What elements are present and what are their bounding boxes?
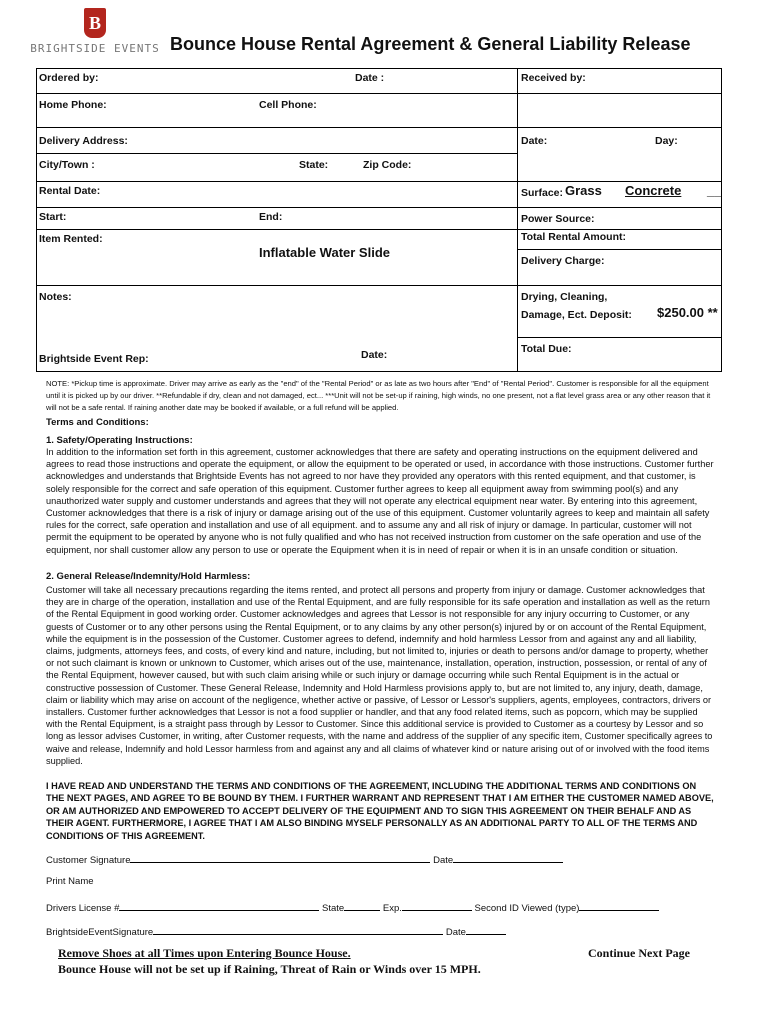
delivery-address-label: Delivery Address: <box>39 135 128 147</box>
received-by-label: Received by: <box>521 72 586 84</box>
terms-heading: Terms and Conditions: <box>46 417 149 428</box>
delivery-date-label: Date: <box>521 135 548 147</box>
item-rented-label: Item Rented: <box>39 233 103 245</box>
state-label: State: <box>299 159 329 171</box>
surface-blank: __ <box>707 183 722 198</box>
drying-label-line2: Damage, Ect. Deposit: <box>521 309 632 321</box>
city-town-label: City/Town : <box>39 159 95 171</box>
section1-body: In addition to the information set forth in this agreement, customer acknowledges that there are safety and operating instructions on the equipment delivered and agrees to read those instructions and operate the equipment, or allow the equipment to be operated or used, in accordance with those instructions. Customer further acknowledges and understands that Brightside Events has not agreed to nor have they provided any operators with this rented equipment, and that customer, is solely responsible for the correct and safe operation of this equipment. Customer further agrees to keep all equipment away from swimming pool(s) and any unauthorized water supply and customer understands and agrees that they will not operate any electrical equipment near water. By entering into this agreement, Customer acknowledges that there is a risk of injury or damage arising out of the use of this equipment. Customer voluntarily agrees to keep and maintain all safety rules for the correct, safe operation and installation and use of all equipment. and to assume any and all risk of injury or damage. In particular, customer will not permit the equipment to be operated by anyone who is not fully qualified and who has not received instruction from customer on the safe operation and use of the equipment, nor shall customer allow any person to use or operate the Equipment when it is in need of repair or when it is in an unsafe condition or situation. <box>46 447 714 555</box>
section1-heading: 1. Safety/Operating Instructions: <box>46 435 193 446</box>
deposit-value: $250.00 ** <box>657 305 718 320</box>
footer-weather-notice: Bounce House will not be set up if Raining, Threat of Rain or Winds over 15 MPH. <box>58 962 481 976</box>
surface-concrete: Concrete <box>625 183 682 198</box>
print-name-row: Print Name <box>46 876 94 887</box>
acknowledgement-text: I HAVE READ AND UNDERSTAND THE TERMS AND CONDITIONS OF THE AGREEMENT, INCLUDING THE ADDITIONAL TERMS AND CONDITIONS ON THE NEXT PAGES, AND AGREE TO BE BOUND BY THEM. I FURTHER WARRANT AND REPRESENT THAT I AM EITHER THE CUSTOMER NAMED ABOVE, OR AM AUTHORIZED AND EMPOWERED TO ACCEPT DELIVERY OF THE EQUIPMENT AND TO SIGN THIS AGREEMENT ON THEIR BEHALF AND AS THEIR AGENT. FURTHERMORE, I AGREE THAT I AM ALSO BINDING MYSELF PERSONALLY AS AN ADDITIONAL PARTY TO ALL OF THE TERMS AND CONDITIONS OF THIS AGREEMENT. <box>46 781 714 841</box>
zip-code-label: Zip Code: <box>363 159 412 171</box>
ordered-by-label: Ordered by: <box>39 72 99 84</box>
total-due-label: Total Due: <box>521 343 572 355</box>
surface-label: Surface: <box>521 187 564 199</box>
customer-signature-row: Customer Signature Date <box>46 852 563 866</box>
home-phone-label: Home Phone: <box>39 99 107 111</box>
date-label: Date : <box>355 72 385 84</box>
rental-date-label: Rental Date: <box>39 185 101 197</box>
start-label: Start: <box>39 211 67 223</box>
rep-date-label: Date: <box>361 349 388 361</box>
drying-label-line1: Drying, Cleaning, <box>521 291 608 303</box>
brand-logo <box>30 8 160 60</box>
rep-label: Brightside Event Rep: <box>39 353 149 365</box>
continue-next-page: Continue Next Page <box>588 946 690 960</box>
total-rental-amount-label: Total Rental Amount: <box>521 231 626 243</box>
drivers-license-row: Drivers License # State Exp. Second ID Viewed (type) <box>46 900 659 914</box>
delivery-charge-label: Delivery Charge: <box>521 255 605 267</box>
power-source-label: Power Source: <box>521 213 595 225</box>
day-label: Day: <box>655 135 678 147</box>
section2-heading: 2. General Release/Indemnity/Hold Harmless: <box>46 571 251 582</box>
order-form <box>36 68 722 372</box>
end-label: End: <box>259 211 283 223</box>
item-rented-value: Inflatable Water Slide <box>259 245 390 260</box>
brightside-signature-row: BrightsideEventSignature Date <box>46 924 506 938</box>
brand-name: BRIGHTSIDE EVENTS <box>30 42 160 55</box>
surface-grass: Grass <box>565 183 602 198</box>
page-title: Bounce House Rental Agreement & General Liability Release <box>170 34 691 54</box>
logo-mark-icon: B <box>84 8 106 38</box>
footer-shoes-notice: Remove Shoes at all Times upon Entering Bounce House. <box>58 946 351 960</box>
cell-phone-label: Cell Phone: <box>259 99 317 111</box>
section2-body: Customer will take all necessary precautions regarding the items rented, and protect all persons and property from injury or damage. Customer acknowledges that they are in charge of the operation, installation and use of the Rental Equipment, and are fully responsible for its safe operation and installation as well as the return of the Rental Equipment in good working order. Customer acknowledges and agrees that Lessor is not responsible for any injury occurring to Customer, or any guests of Customer or to any other persons using the Rental Equipment, or to any claims by any other person(s) injured by or on account of the Rental Equipment, while the equipment is in the possession of the Customer. Customer agrees to defend, indemnify and hold harmless Lessor from and against any and all liability, claims, judgments, attorneys fees, and costs, of every kind and nature, including, but not limited to, injuries or death to persons and/or damage to property, whether or not such claimant is known or unknown to Customer, which arises out of the use, maintenance, installation, operation, instruction, possession, or rental of any of the Rental Equipment, however caused, but with such claim arising while or such injury or damage occurring while such Rental Equipment is in the actual or constructive possession of Customer. These General Release, Indemnity and Hold Harmless provisions apply to, but are not limited to, any injury, death, damage, claim or liability which may arise on account of the negligence, whether active or passive, of Lessor or Lessor's suppliers, agents, employees, contractors, drivers or installers. Customer further acknowledges that Lessor is not a food supplier or handler, and that any food related items, such as popcorn, which may be supplied with the Rental Equipment, is a straight pass through by Lessor to Customer. Since this additional service is provided to Customer as a courtesy by Lessor and so long as lessor advises Customer, in writing, after Customer requests, with the name and address of the supplier of any specific item, Customer specifically agrees to waive and release, Indemnify and hold Lessor harmless from and against any and all claims of whatever kind or nature arising out of or involved with the food items supplied. <box>46 585 713 766</box>
notes-label: Notes: <box>39 291 72 303</box>
note-text: NOTE: *Pickup time is approximate. Driver may arrive as early as the "end" of the "Rental Period" or as late as two hours after "End" of "Rental Period". Customer is responsible for all the equipment until it is picked up by our driver. **Refundable if dry, clean and not damaged, ect... ***Unit will not be set-up if raining, high winds, no one present, not a flat level grass area or any other reason that it will not be a safe rental. If raining another date may be booked if available, or a full refund will be applied. <box>46 379 711 412</box>
